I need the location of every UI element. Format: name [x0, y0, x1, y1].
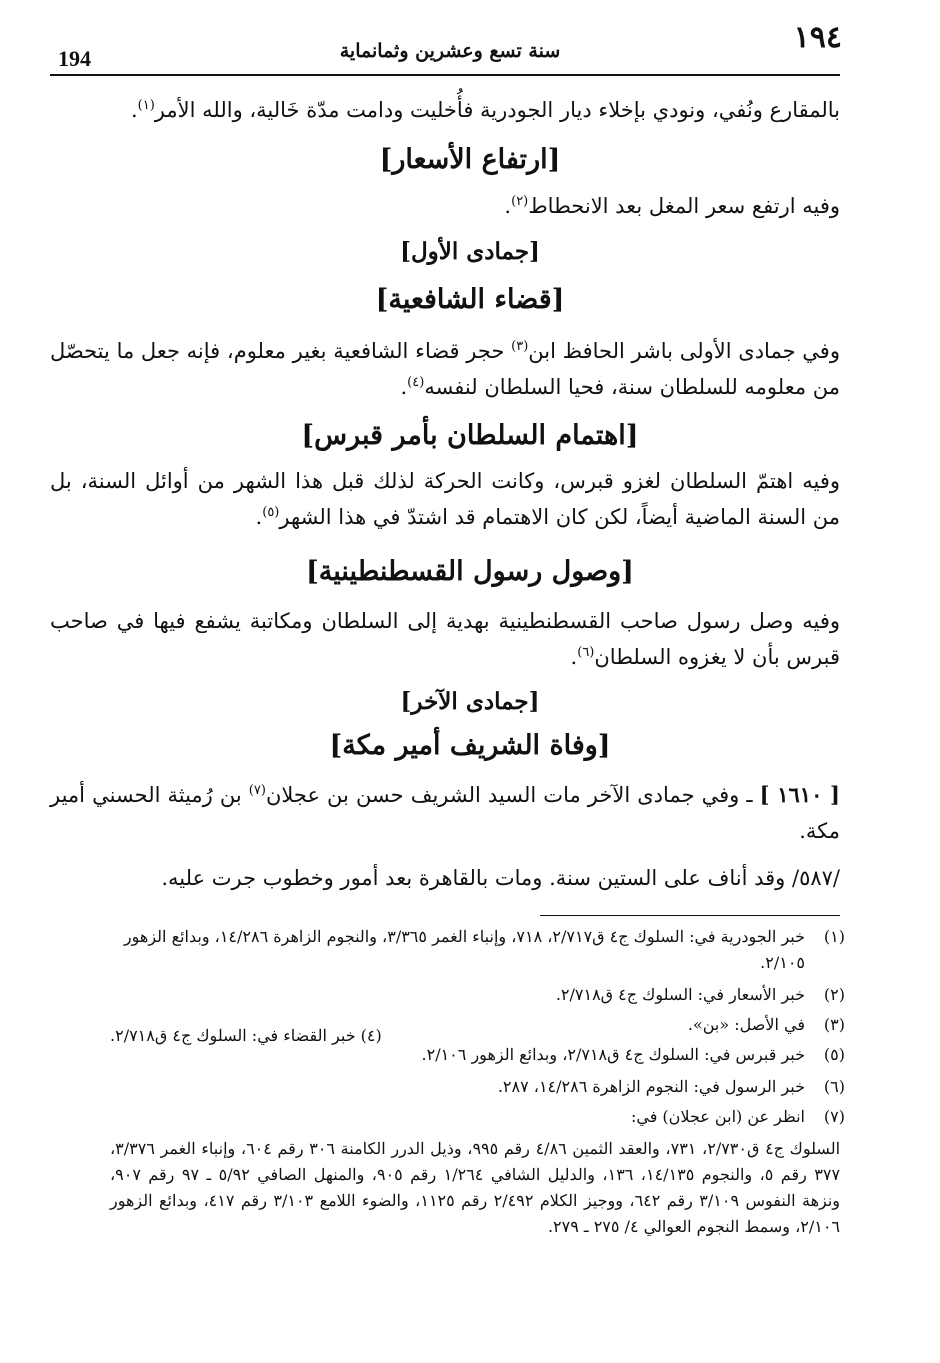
- entry-number: [ ١٦١٠ ]: [759, 782, 840, 807]
- section-heading-cyprus: [اهتمام السلطان بأمر قبرس]: [301, 420, 639, 451]
- manuscript-folio-mark: /٥٨٧/: [792, 866, 840, 890]
- paragraph-1: بالمقارع ونُفي، ونودي بإخلاء ديار الجودرية فأُخليت ودامت مدّة خَالية، والله الأمر$^{(١)}$.: [130, 98, 840, 122]
- month-heading-jumada-1: [جمادى الأول]: [400, 238, 540, 265]
- section-heading-prices: [ارتفاع الأسعار]: [379, 144, 561, 175]
- footnote-ref: (٥): [262, 505, 280, 520]
- footnote-ref: (٤): [407, 375, 425, 390]
- month-heading-jumada-2: [جمادى الآخر]: [400, 688, 540, 715]
- footnote-ref: (١): [137, 98, 155, 113]
- footnote-2: (٢) خبر الأسعار في: السلوك ج٤ ق٢/٧١٨.: [555, 985, 845, 1004]
- footnote-5: (٥) خبر قبرس في: السلوك ج٤ ق٢/٧١٨، وبدائع الزهور ٢/١٠٦.: [421, 1045, 845, 1064]
- paragraph-3: وفي جمادى الأولى باشر الحافظ ابن$^{(٣)}$ حجر قضاء الشافعية بغير معلوم، فإنه جعل ما يتحصّل من معلومه للسلطان سنة، فحيا السلطان لنفسه$^{(٤)}$.: [50, 339, 840, 399]
- running-title: سنة تسع وعشرين وثمانماية: [339, 40, 561, 62]
- footnote-7: (٧) انظر عن (ابن عجلان) في:: [630, 1107, 845, 1126]
- paragraph-2: وفيه ارتفع سعر المغل بعد الانحطاط$^{(٢)}$.: [504, 194, 840, 218]
- header-rule: [50, 74, 840, 76]
- page-number-latin: 194: [58, 46, 91, 71]
- section-heading-sharif: [وفاة الشريف أمير مكة]: [329, 730, 611, 761]
- page-number-arabic: ١٩٤: [793, 20, 842, 55]
- footnote-1: (١) خبر الجودرية في: السلوك ج٤ ق٢/٧١٧، ٧١٨، وإنباء الغمر ٣/٣٦٥، والنجوم الزاهرة ١٤/٢٨٦، وبدائع الزهور ٢/١٠٥.: [123, 927, 845, 972]
- section-heading-envoy: [وصول رسول القسطنطينية]: [306, 556, 634, 587]
- paragraph-7: /٥٨٧/ وقد أناف على الستين سنة. ومات بالقاهرة بعد أمور وخطوب جرت عليه.: [161, 866, 840, 890]
- footnote-6: (٦) خبر الرسول في: النجوم الزاهرة ١٤/٢٨٦، ٢٨٧.: [497, 1077, 845, 1096]
- footnote-3: (٣) في الأصل: «بن».: [687, 1015, 845, 1034]
- paragraph-6: [ ١٦١٠ ] ـ وفي جمادى الآخر مات السيد الشريف حسن بن عجلان$^{(٧)}$ بن رُميثة الحسني أمير مكة.: [50, 782, 840, 843]
- footnote-rule: [540, 915, 840, 916]
- footnote-4: (٤) خبر القضاء في: السلوك ج٤ ق٢/٧١٨.: [110, 1026, 382, 1045]
- paragraph-4: وفيه اهتمّ السلطان لغزو قبرس، وكانت الحركة لذلك قبل هذا الشهر من أوائل السنة، بل من السنة الماضية أيضاً، لكن كان الاهتمام قد اشتدّ في هذا الشهر$^{(٥)}$.: [50, 469, 840, 529]
- footnote-ref: (٧): [248, 783, 266, 798]
- footnote-ref: (٦): [577, 645, 595, 660]
- footnote-ref: (٣): [511, 339, 529, 354]
- paragraph-5: وفيه وصل رسول صاحب القسطنطينية بهدية إلى السلطان ومكاتبة يشفع فيها في صاحب قبرس بأن لا يغزوه السلطان$^{(٦)}$.: [50, 609, 840, 669]
- section-heading-judiciary: [قضاء الشافعية]: [375, 284, 565, 315]
- footnote-ref: (٢): [511, 194, 529, 209]
- footnote-7-body: السلوك ج٤ ق٢/٧٣٠، ٧٣١، والعقد الثمين ٤/٨٦ رقم ٩٩٥، وذيل الدرر الكامنة ٣٠٦ رقم ٦٠٤، وإنباء الغمر ٣/٣٧٦، ٣٧٧ رقم ٥، والنجوم ١٤/١٣٥، ١٣٦، والدليل الشافي ١/٢٦٤ رقم ٩٠٥، والمنهل الصافي ٥/٩٢ ـ ٩٧ رقم ٩٠٧، ونزهة النفوس ٣/١٠٩ رقم ٦٤٢، ووجيز الكلام ٢/٤٩٢ رقم ١١٢٥، والضوء اللامع ٣/١٠٣ رقم ٤١٧، وبدائع الزهور ٢/١٠٦، وسمط النجوم العوالي ٤/ ٢٧٥ ـ ٢٧٩.: [110, 1139, 841, 1236]
